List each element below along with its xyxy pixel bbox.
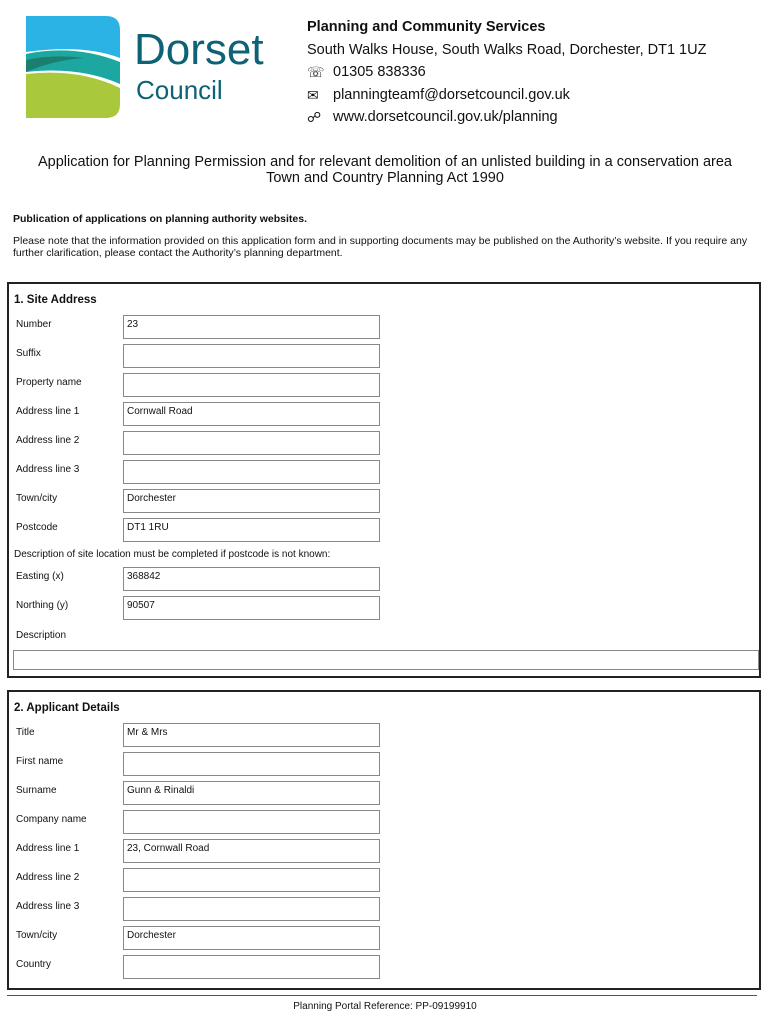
dorset-council-logo: [24, 14, 296, 124]
site-description-field[interactable]: [13, 650, 759, 670]
applicant-country-field[interactable]: [123, 955, 380, 979]
applicant-address-line2-field[interactable]: [123, 868, 380, 892]
site-number-field[interactable]: 23: [123, 315, 380, 339]
footer-divider: [7, 995, 757, 996]
applicant-address-line3-field[interactable]: [123, 897, 380, 921]
site-northing-label: Northing (y): [16, 600, 69, 611]
applicant-address-line1-label: Address line 1: [16, 843, 80, 854]
applicant-surname-field[interactable]: Gunn & Rinaldi: [123, 781, 380, 805]
site-address-section: [7, 282, 761, 678]
site-easting-label: Easting (x): [16, 571, 64, 582]
site-address-line1-label: Address line 1: [16, 406, 80, 417]
applicant-address-line1-field[interactable]: 23, Cornwall Road: [123, 839, 380, 863]
applicant-country-label: Country: [16, 959, 52, 970]
phone-icon: ☏: [307, 64, 325, 80]
applicant-company-field[interactable]: [123, 810, 380, 834]
site-address-heading: 1. Site Address: [14, 294, 97, 306]
email-icon: ✉: [307, 86, 319, 103]
logo-dorset-text: Dorset: [134, 25, 264, 74]
form-title-line2: Town and Country Planning Act 1990: [266, 170, 504, 186]
applicant-title-field[interactable]: Mr & Mrs: [123, 723, 380, 747]
phone-number: 01305 838336: [333, 64, 426, 80]
office-address: South Walks House, South Walks Road, Dorchester, DT1 1UZ: [307, 41, 707, 58]
applicant-details-heading: 2. Applicant Details: [14, 702, 120, 714]
logo-council-text: Council: [136, 75, 223, 105]
publication-text: Please note that the information provided on this application form and in supporting documents may be published on the Authority’s website. If you require any further clarification, please contact the Authority’s planning department.: [13, 235, 748, 259]
form-title: [0, 154, 770, 186]
site-suffix-label: Suffix: [16, 348, 41, 359]
site-address-line2-label: Address line 2: [16, 435, 80, 446]
website-link[interactable]: www.dorsetcouncil.gov.uk/planning: [333, 109, 558, 125]
publication-heading: Publication of applications on planning authority websites.: [13, 213, 308, 225]
site-northing-field[interactable]: 90507: [123, 596, 380, 620]
applicant-town-label: Town/city: [16, 930, 58, 941]
applicant-company-label: Company name: [16, 814, 87, 825]
site-address-line2-field[interactable]: [123, 431, 380, 455]
applicant-title-label: Title: [16, 727, 35, 738]
form-title-line1: Application for Planning Permission and for relevant demolition of an unlisted building in a conservation area: [38, 154, 732, 170]
applicant-first-name-label: First name: [16, 756, 64, 767]
applicant-first-name-field[interactable]: [123, 752, 380, 776]
site-property-name-label: Property name: [16, 377, 82, 388]
site-easting-field[interactable]: 368842: [123, 567, 380, 591]
email-address[interactable]: planningteamf@dorsetcouncil.gov.uk: [333, 86, 570, 103]
site-property-name-field[interactable]: [123, 373, 380, 397]
site-description-label: Description: [16, 630, 67, 641]
contact-block: [307, 16, 706, 129]
department-name: Planning and Community Services: [307, 19, 546, 35]
site-address-line3-label: Address line 3: [16, 464, 80, 475]
applicant-address-line3-label: Address line 3: [16, 901, 80, 912]
site-number-label: Number: [16, 319, 52, 330]
applicant-town-field[interactable]: Dorchester: [123, 926, 380, 950]
web-icon: ☍: [307, 109, 322, 125]
site-suffix-field[interactable]: [123, 344, 380, 368]
applicant-surname-label: Surname: [16, 785, 57, 796]
site-postcode-label: Postcode: [16, 522, 58, 533]
site-location-note: Description of site location must be completed if postcode is not known:: [14, 549, 331, 560]
site-town-label: Town/city: [16, 493, 58, 504]
portal-reference: Planning Portal Reference: PP-09199910: [293, 1001, 477, 1012]
logo-mark: [26, 16, 120, 118]
applicant-address-line2-label: Address line 2: [16, 872, 80, 883]
applicant-details-section: [7, 690, 761, 990]
site-town-field[interactable]: Dorchester: [123, 489, 380, 513]
site-address-line1-field[interactable]: Cornwall Road: [123, 402, 380, 426]
site-postcode-field[interactable]: DT1 1RU: [123, 518, 380, 542]
site-address-line3-field[interactable]: [123, 460, 380, 484]
